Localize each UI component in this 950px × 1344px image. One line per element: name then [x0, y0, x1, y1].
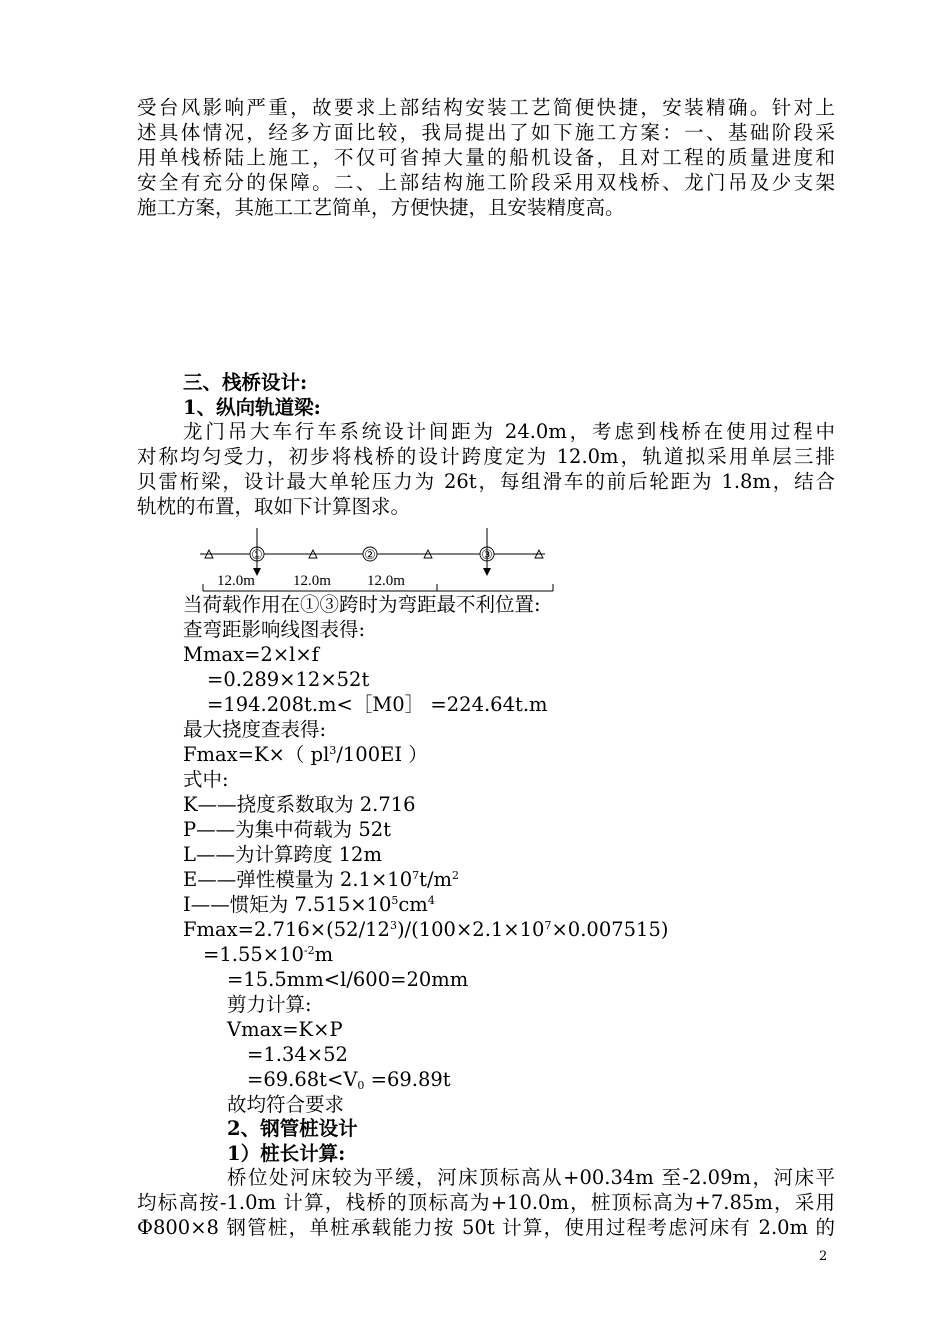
- span-label-2: ②: [364, 547, 376, 562]
- calc-line-2: 查弯距影响线图表得:: [183, 618, 366, 641]
- calc-line-15-b: m: [314, 943, 334, 966]
- calc-line-20-a: =69.68t<V: [247, 1068, 358, 1091]
- calc-line-13-b: cm: [398, 893, 428, 916]
- calc-line-9: K——挠度系数取为 2.716: [183, 793, 416, 816]
- intro-line-5: 施工方案，其施工工艺简单，方便快捷，且安装精度高。: [137, 196, 625, 219]
- section-2-title: 2、钢管桩设计: [227, 1117, 358, 1140]
- calc-line-16: =15.5mm<l/600=20mm: [227, 968, 469, 991]
- intro-line-4: 安全有充分的保障。二、上部结构施工阶段采用双栈桥、龙门吊及少支架: [137, 171, 835, 194]
- calc-line-8: 式中:: [183, 768, 229, 791]
- beam-diagram: [195, 522, 560, 596]
- intro-line-3: 用单栈桥陆上施工，不仅可省掉大量的船机设备，且对工程的质量进度和: [137, 146, 835, 169]
- calc-line-19: =1.34×52: [247, 1043, 348, 1066]
- calc-line-14-sup1: 3: [389, 919, 397, 932]
- calc-line-14-c: ×0.007515): [551, 918, 669, 941]
- dimension-label-1: 12.0m: [217, 573, 255, 589]
- calc-line-14: [183, 918, 668, 942]
- calc-line-7-b: /100EI ）: [336, 743, 428, 766]
- section-3-title: 三、栈桥设计:: [183, 371, 308, 394]
- section-2-subtitle: 1）桩长计算:: [227, 1142, 346, 1165]
- calc-line-13: [183, 893, 435, 917]
- span-label-1: ①: [251, 547, 263, 562]
- calc-line-7: [183, 743, 428, 767]
- calc-line-12-a: E——弹性模量为 2.1×10: [183, 868, 413, 891]
- load-arrowhead-2: [483, 568, 491, 576]
- intro-line-1: 受台风影响严重，故要求上部结构安装工艺简便快捷，安装精确。针对上: [137, 96, 835, 119]
- calc-line-14-sup2: 7: [544, 919, 552, 932]
- calc-line-14-a: Fmax=2.716×(52/12: [183, 918, 390, 941]
- calc-line-15: [203, 943, 333, 967]
- calc-line-12-sup2: 2: [452, 869, 460, 882]
- section-3-line-4: 轨枕的布置，取如下计算图求。: [137, 495, 411, 518]
- section-2-line-3: Φ800×8 钢管桩，单桩承载能力按 50t 计算，使用过程考虑河床有 2.0m 的: [137, 1216, 835, 1239]
- calc-line-7-a: Fmax=K×（ pl: [183, 743, 330, 766]
- calc-line-20-b: =69.89t: [364, 1068, 451, 1091]
- section-2-line-1: 桥位处河床较为平缓，河床顶标高从+00.34m 至-2.09m，河床平: [227, 1166, 835, 1189]
- section-3-subtitle: 1、纵向轨道梁:: [183, 396, 321, 419]
- calc-line-13-sup1: 5: [391, 894, 399, 907]
- section-3-line-2: 对称均匀受力，初步将栈桥的设计跨度定为 12.0m，轨道拟采用单层三排: [137, 445, 835, 468]
- page-number: 2: [819, 1249, 828, 1264]
- calc-line-13-sup2: 4: [427, 894, 435, 907]
- calc-line-21: 故均符合要求: [227, 1093, 345, 1116]
- calc-line-17: 剪力计算:: [227, 993, 312, 1016]
- calc-line-1: 当荷载作用在①③跨时为弯距最不利位置:: [183, 593, 541, 616]
- dimension-label-2: 12.0m: [293, 573, 331, 589]
- calc-line-20: [247, 1068, 451, 1092]
- calc-line-14-b: )/(100×2.1×10: [396, 918, 545, 941]
- calc-line-12-b: t/m: [419, 868, 453, 891]
- calc-line-13-a: I——惯矩为 7.515×10: [183, 893, 392, 916]
- section-2-line-2: 均标高按-1.0m 计算，栈桥的顶标高为+10.0m，桩顶标高为+7.85m，采用: [137, 1191, 835, 1214]
- calc-line-10: P——为集中荷载为 52t: [183, 818, 391, 841]
- section-3-line-3: 贝雷桁梁，设计最大单轮压力为 26t，每组滑车的前后轮距为 1.8m，结合: [137, 470, 835, 493]
- intro-line-2: 述具体情况，经多方面比较，我局提出了如下施工方案：一、基础阶段采: [137, 121, 835, 144]
- calc-line-15-a: =1.55×10: [203, 943, 304, 966]
- calc-line-11: L——为计算跨度 12m: [183, 843, 382, 866]
- calc-line-6: 最大挠度查表得:: [183, 718, 327, 741]
- calc-line-12-sup1: 7: [412, 869, 420, 882]
- calc-line-15-sup: -2: [303, 944, 315, 957]
- calc-line-3: Mmax=2×l×f: [183, 643, 319, 666]
- calc-line-7-sup: 3: [329, 744, 337, 757]
- calc-line-4: =0.289×12×52t: [207, 668, 370, 691]
- dimension-label-3: 12.0m: [367, 573, 405, 589]
- calc-line-20-sub: 0: [357, 1079, 365, 1092]
- section-3-line-1: 龙门吊大车行车系统设计间距为 24.0m，考虑到栈桥在使用过程中: [183, 420, 835, 443]
- calc-line-18: Vmax=K×P: [227, 1018, 343, 1041]
- calc-line-12: [183, 868, 459, 892]
- calc-line-5: =194.208t.m<［M0］ =224.64t.m: [207, 693, 548, 716]
- span-label-3: ③: [481, 547, 493, 562]
